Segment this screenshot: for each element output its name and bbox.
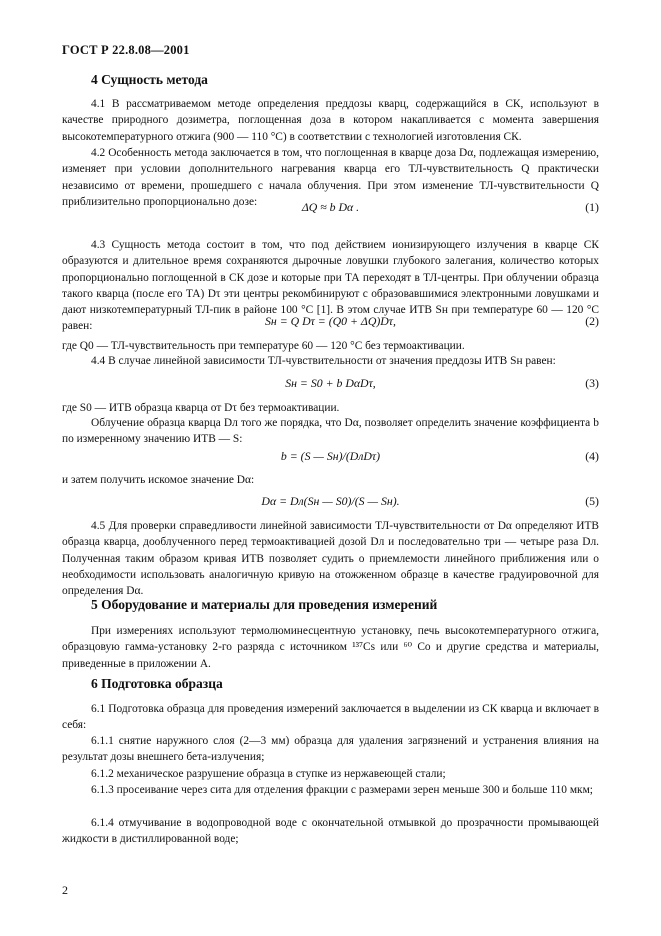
equation-2-number: (2) — [585, 314, 599, 328]
paragraph-6-1-4: 6.1.4 отмучивание в водопроводной воде с окончательной отмывкой до прозрачности промывающей жидкости в дистиллированной воде; — [62, 817, 599, 846]
document-header: ГОСТ Р 22.8.08—2001 — [62, 43, 190, 57]
equation-2-formula: Sн = Q Dτ = (Q0 + ΔQ)Dτ, — [265, 314, 396, 328]
equation-3-formula: Sн = S0 + b DαDτ, — [285, 376, 376, 390]
equation-3 — [62, 376, 599, 392]
paragraph-5: При измерениях используют термолюминесцентную установку, печь высокотемпературного отжига, образцовую гамма-установку 2-го разряда с источником ¹³⁷Cs или ⁶⁰ Со и другие средства и материалы, приведенные в приложении А. — [62, 625, 599, 670]
paragraph-4-3: 4.3 Сущность метода состоит в том, что под действием ионизирующего излучения в кварце СК образуются и длительное время сохраняются дырочные ловушки глубокого залегания, количество которых пропорционально поглощенной в СК дозе и которые при ТА переходят в ТЛ-центры. При облучении образца такого кварца (после его ТА) Dτ эти центры рекомбинируют с образовавшимися электронными ловушками и дают низкотемпературный ТЛ-пик в районе 100 °С [1]. В этом случае ИТВ Sн при температуре 60 — 120 °С равен: — [62, 239, 599, 333]
paragraph-4-2: 4.2 Особенность метода заключается в том, что поглощенная в кварце доза Dα, подлежащая измерению, изменяет при условии дополнительного нагревания кварца его ТЛ-чувствительность Q практически независимо от времени, прошедшего с начала облучения. При этом изменение ТЛ-чувствительности Q приблизительно пропорционально дозе: — [62, 147, 599, 208]
equation-4-number: (4) — [585, 449, 599, 463]
equation-2 — [62, 314, 599, 330]
paragraph-4-4: 4.4 В случае линейной зависимости ТЛ-чувствительности от значения преддозы ИТВ Sн равен: — [91, 355, 556, 367]
section-5-title: 5 Оборудование и материалы для проведения измерений — [91, 597, 438, 612]
page-number: 2 — [62, 883, 68, 897]
equation-1-number: (1) — [585, 200, 599, 214]
equation-1 — [62, 200, 599, 216]
paragraph-4-5: 4.5 Для проверки справедливости линейной зависимости ТЛ-чувствительности от Dα определяют ИТВ образца кварца, дооблученного перед термоактивацией дозой Dл и последовательно три — четыре раза Dл. Полученная таким образом кривая ИТВ позволяет судить о приемлемости линейного приближения или о необходимости использовать аналогичную кривую на отожженном образце в качестве градуировочной для определения Dα. — [62, 520, 599, 598]
equation-5-formula: Dα = Dл(Sн — S0)/(S — Sн). — [261, 494, 400, 508]
section-4-title: 4 Сущность метода — [91, 72, 208, 87]
equation-5-number: (5) — [585, 494, 599, 508]
paragraph-q0-definition: где Q0 — ТЛ-чувствительность при температуре 60 — 120 °С без термоактивации. — [62, 340, 465, 352]
equation-3-number: (3) — [585, 376, 599, 390]
paragraph-6-1-2: 6.1.2 механическое разрушение образца в ступке из нержавеющей стали; — [91, 768, 446, 780]
paragraph-4-1: 4.1 В рассматриваемом методе определения преддозы кварц, содержащийся в СК, используют в качестве природного дозиметра, поглощенная доза в котором накапливается с момента завершения высокотемпературного отжига (900 — 110 °С) в соответствии с технологией изготовления СК. — [62, 98, 599, 143]
equation-5 — [62, 494, 599, 510]
paragraph-s0-definition: где S0 — ИТВ образца кварца от Dτ без термоактивации. — [62, 402, 340, 414]
paragraph-irradiation: Облучение образца кварца Dл того же порядка, что Dα, позволяет определить значение коэффициента b по измеренному значению ИТВ — S: — [62, 417, 599, 446]
paragraph-6-1-1: 6.1.1 снятие наружного слоя (2—3 мм) образца для удаления загрязнений и устранения влияния на результат дозы внешнего бета-излучения; — [62, 735, 599, 764]
paragraph-6-1: 6.1 Подготовка образца для проведения измерений заключается в выделении из СК кварца и включает в себя: — [62, 703, 599, 732]
equation-4-formula: b = (S — Sн)/(DлDτ) — [280, 449, 381, 463]
paragraph-then: и затем получить искомое значение Dα: — [62, 474, 255, 486]
equation-1-formula: ΔQ ≈ b Dα . — [301, 200, 360, 214]
section-6-title: 6 Подготовка образца — [91, 676, 223, 691]
paragraph-6-1-3: 6.1.3 просеивание через сита для отделения фракции с размерами зерен меньше 300 и больше 110 мкм; — [91, 784, 593, 796]
equation-4 — [62, 449, 599, 465]
